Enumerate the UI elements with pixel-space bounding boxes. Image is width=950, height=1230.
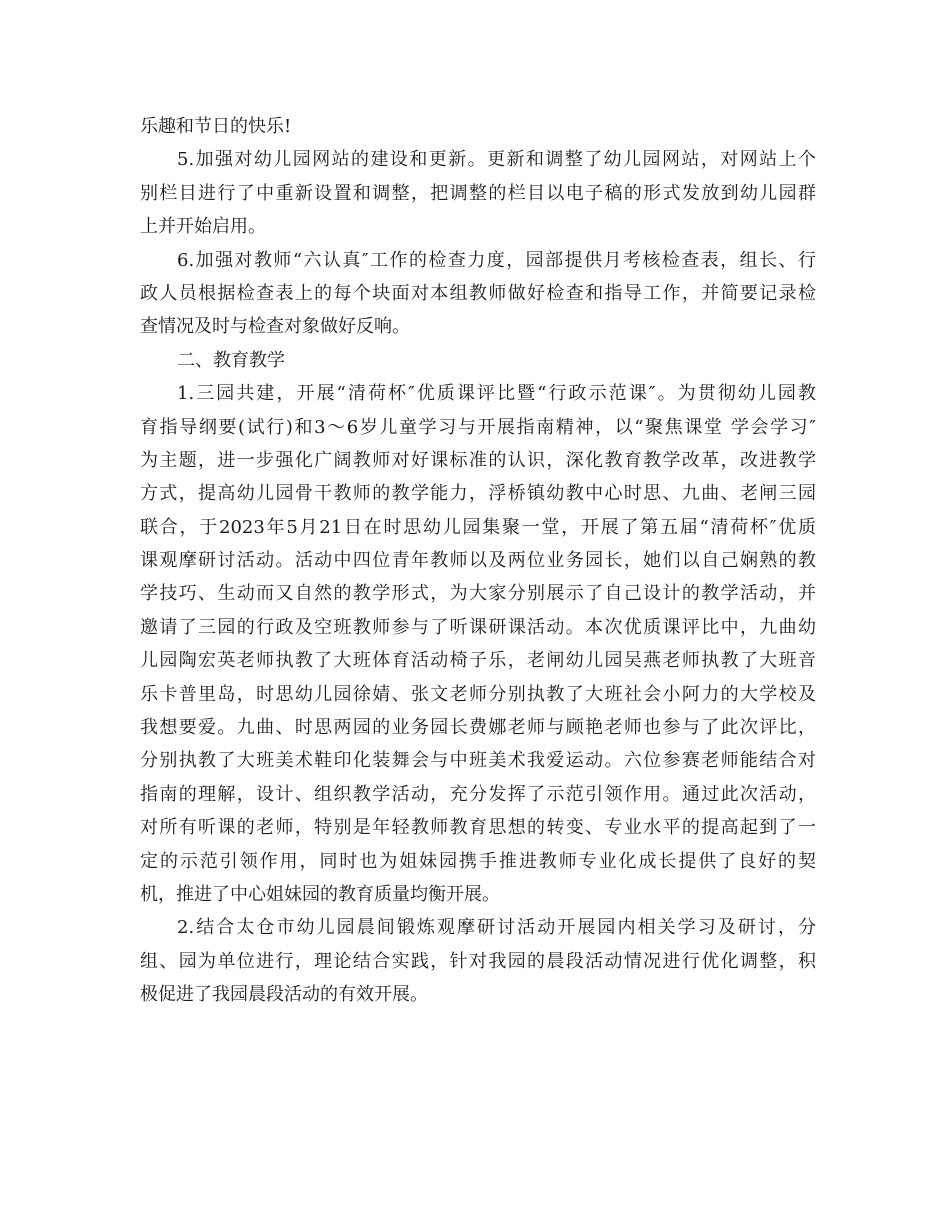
text-line: 极促进了我园晨段活动的有效开展。 (140, 984, 428, 1006)
text-line: 分别执教了大班美术鞋印化装舞会与中班美术我爱运动。六位参赛老师能结合对 (140, 750, 816, 772)
text-line: 儿园陶宏英老师执教了大班体育活动椅子乐，老闸幼儿园吴燕老师执教了大班音 (140, 650, 816, 672)
paragraph-edu-1 (140, 377, 816, 911)
text-line: 政人员根据检查表上的每个块面对本组教师做好检查和指导工作，并简要记录检 (140, 282, 816, 304)
text-line: 2.结合太仓市幼儿园晨间锻炼观摩研讨活动开展园内相关学习及研讨，分 (177, 917, 816, 939)
paragraph-continuation (140, 110, 816, 143)
text-line: 指南的理解，设计、组织教学活动，充分发挥了示范引领作用。通过此次活动， (140, 783, 816, 805)
document-body (140, 110, 816, 1012)
text-line: 别栏目进行了中重新设置和调整，把调整的栏目以电子稿的形式发放到幼儿园群 (140, 182, 816, 204)
text-line: 机，推进了中心姐妹园的教育质量均衡开展。 (140, 883, 500, 905)
text-line: 6.加强对教师“六认真″工作的检查力度，园部提供月考核检查表，组长、行 (177, 249, 816, 271)
section-heading (140, 344, 816, 377)
text-line: 上并开始启用。 (140, 216, 266, 238)
paragraph-item-6 (140, 244, 816, 344)
text-line: 1.三园共建，开展“清荷杯″优质课评比暨“行政示范课″。为贯彻幼儿园教 (177, 383, 816, 405)
text-line: 组、园为单位进行，理论结合实践，针对我园的晨段活动情况进行优化调整，积 (140, 950, 816, 972)
text-line: 课观摩研讨活动。活动中四位青年教师以及两位业务园长，她们以自己娴熟的教 (140, 550, 816, 572)
text-line: 乐卡普里岛，时思幼儿园徐婧、张文老师分别执教了大班社会小阿力的大学校及 (140, 683, 816, 705)
paragraph-item-5 (140, 143, 816, 243)
text-line: 对所有听课的老师，特别是年轻教师教育思想的转变、专业水平的提高起到了一 (140, 817, 816, 839)
text-line: 乐趣和节日的快乐! (140, 116, 292, 137)
text-line: 查情况及时与检查对象做好反响。 (140, 316, 410, 338)
text-line: 5.加强对幼儿园网站的建设和更新。更新和调整了幼儿园网站，对网站上个 (177, 149, 816, 171)
section-title: 二、教育教学 (177, 349, 285, 371)
text-line: 为主题，进一步强化广阔教师对好课标准的认识，深化教育教学改革，改进教学 (140, 449, 816, 471)
text-line: 联合，于2023年5月21日在时思幼儿园集聚一堂，开展了第五届“清荷杯″优质 (140, 516, 816, 538)
text-line: 邀请了三园的行政及空班教师参与了听课研课活动。本次优质课评比中，九曲幼 (140, 616, 816, 638)
text-line: 学技巧、生动而又自然的教学形式，为大家分别展示了自己设计的教学活动，并 (140, 583, 816, 605)
text-line: 我想要爱。九曲、时思两园的业务园长费娜老师与顾艳老师也参与了此次评比， (140, 717, 816, 739)
text-line: 育指导纲要(试行)和3～6岁儿童学习与开展指南精神，以“聚焦课堂 学会学习″ (140, 416, 816, 438)
text-line: 方式，提高幼儿园骨干教师的教学能力，浮桥镇幼教中心时思、九曲、老闸三园 (140, 483, 816, 505)
text-line: 定的示范引领作用，同时也为姐妹园携手推进教师专业化成长提供了良好的契 (140, 850, 816, 872)
paragraph-edu-2 (140, 911, 816, 1011)
